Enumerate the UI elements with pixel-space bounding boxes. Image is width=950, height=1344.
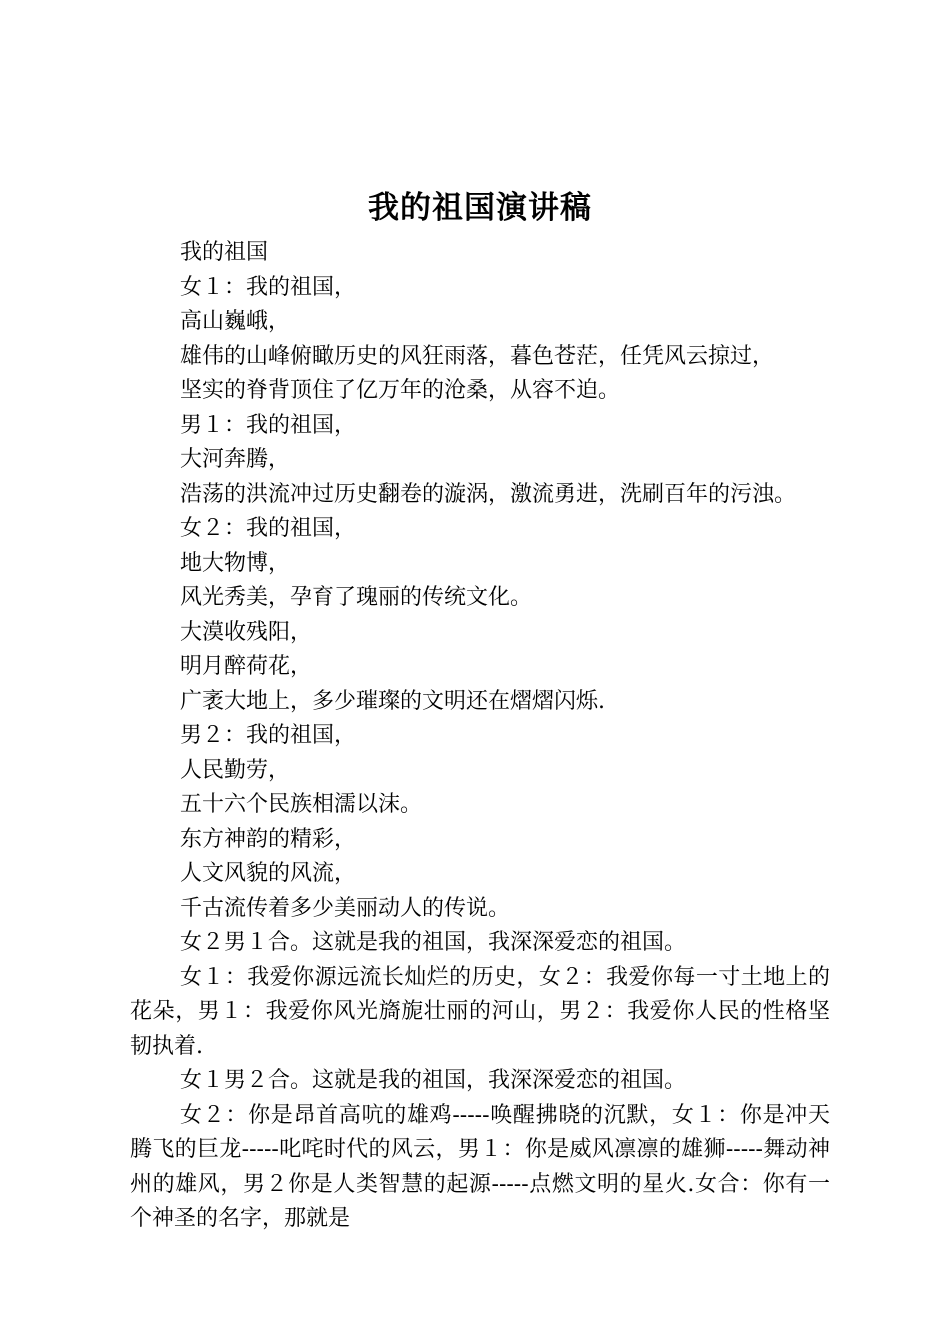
paragraph: 男２：我的祖国， bbox=[180, 723, 357, 748]
document-body bbox=[130, 236, 830, 1237]
paragraph: 坚实的脊背顶住了亿万年的沧桑，从容不迫。 bbox=[180, 378, 621, 403]
paragraph: 女２：我的祖国， bbox=[180, 516, 357, 541]
paragraph: 千古流传着多少美丽动人的传说。 bbox=[180, 895, 511, 921]
paragraph: 人文风貌的风流， bbox=[180, 861, 357, 886]
paragraph: 男１：我的祖国， bbox=[180, 412, 357, 438]
paragraph: 地大物博， bbox=[180, 550, 291, 576]
paragraph: 风光秀美，孕育了瑰丽的传统文化。 bbox=[180, 585, 533, 610]
paragraph: 女１男２合。这就是我的祖国，我深深爱恋的祖国。 bbox=[180, 1068, 687, 1093]
paragraph: 雄伟的山峰俯瞰历史的风狂雨落，暮色苍茫，任凭风云掠过， bbox=[180, 343, 775, 369]
paragraph: 高山巍峨， bbox=[180, 309, 291, 334]
document-title: 我的祖国演讲稿 bbox=[368, 190, 592, 226]
paragraph: 大漠收残阳， bbox=[180, 619, 313, 645]
paragraph: 明月醉荷花， bbox=[180, 654, 313, 679]
paragraph: 人民勤劳， bbox=[180, 757, 291, 783]
paragraph: 女１：我爱你源远流长灿烂的历史，女２：我爱你每一寸土地上的花朵，男１：我爱你风光旖旎壮丽的河山，男２：我爱你人民的性格坚韧执着. bbox=[130, 964, 830, 1059]
paragraph: 广袤大地上，多少璀璨的文明还在熠熠闪烁. bbox=[180, 688, 605, 714]
paragraph: 东方神韵的精彩， bbox=[180, 826, 357, 852]
paragraph: 大河奔腾， bbox=[180, 447, 291, 472]
paragraph: 女２：你是昂首高吭的雄鸡-----唤醒拂晓的沉默，女１：你是冲天腾飞的巨龙-----叱咤时代的风云，男１：你是威风凛凛的雄狮-----舞动神州的雄风，男２你是人类智慧的起源-----点燃文明的星火.女合：你有一个神圣的名字，那就是 bbox=[130, 1102, 830, 1231]
paragraph: 浩荡的洪流冲过历史翻卷的漩涡，激流勇进，洗刷百年的污浊。 bbox=[180, 481, 797, 507]
paragraph: 五十六个民族相濡以沫。 bbox=[180, 792, 423, 817]
document-page bbox=[130, 0, 830, 1344]
paragraph: 女２男１合。这就是我的祖国，我深深爱恋的祖国。 bbox=[180, 930, 687, 955]
paragraph: 我的祖国 bbox=[180, 240, 269, 265]
paragraph: 女１：我的祖国， bbox=[180, 274, 357, 300]
